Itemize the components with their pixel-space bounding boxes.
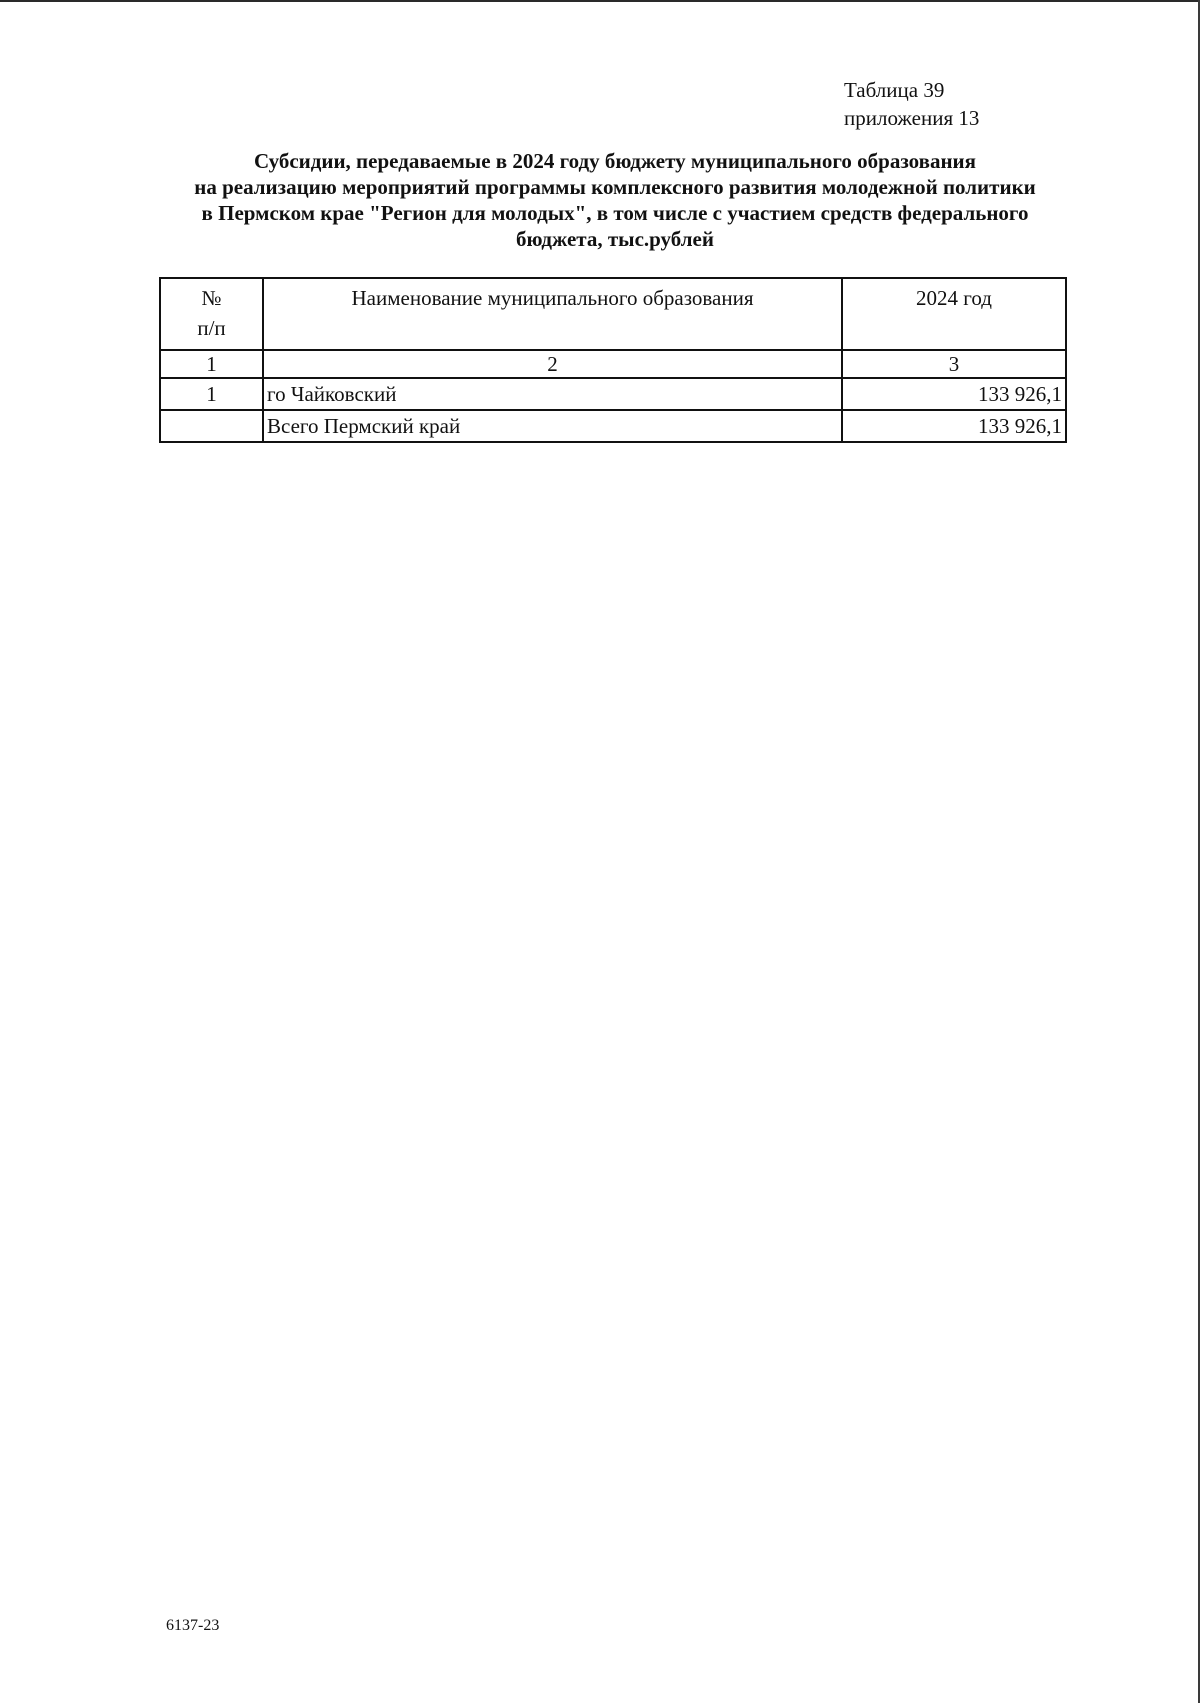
title-line-3: в Пермском крае "Регион для молодых", в том числе с участием средств федерального [201, 201, 1029, 225]
subsidy-table [159, 277, 1067, 443]
document-title [150, 148, 1080, 252]
table-total-row [160, 410, 1066, 442]
municipality-name: го Чайковский [263, 378, 842, 410]
scan-edge-top [0, 0, 1200, 2]
table-number: Таблица 39 [844, 78, 945, 102]
table-caption [844, 76, 979, 132]
header-number-abbrev: п/п [197, 316, 226, 340]
header-year-2024: 2024 год [842, 278, 1066, 350]
appendix-reference: приложения 13 [844, 106, 980, 130]
title-line-2: на реализацию мероприятий программы комплексного развития молодежной политики [194, 175, 1036, 199]
total-label: Всего Пермский край [263, 410, 842, 442]
column-index-1: 1 [160, 350, 263, 378]
total-amount: 133 926,1 [842, 410, 1066, 442]
title-line-4: бюджета, тыс.рублей [516, 227, 714, 251]
table-header-row [160, 278, 1066, 350]
document-code: 6137-23 [166, 1617, 220, 1634]
column-index-3: 3 [842, 350, 1066, 378]
row-number [160, 410, 263, 442]
header-municipality-name: Наименование муниципального образования [263, 278, 842, 350]
header-number [160, 278, 263, 350]
column-index-row [160, 350, 1066, 378]
column-index-2: 2 [263, 350, 842, 378]
table-row [160, 378, 1066, 410]
subsidy-amount: 133 926,1 [842, 378, 1066, 410]
title-line-1: Субсидии, передаваемые в 2024 году бюджету муниципального образования [253, 149, 977, 173]
header-number-sign: № [201, 286, 222, 310]
row-number: 1 [160, 378, 263, 410]
